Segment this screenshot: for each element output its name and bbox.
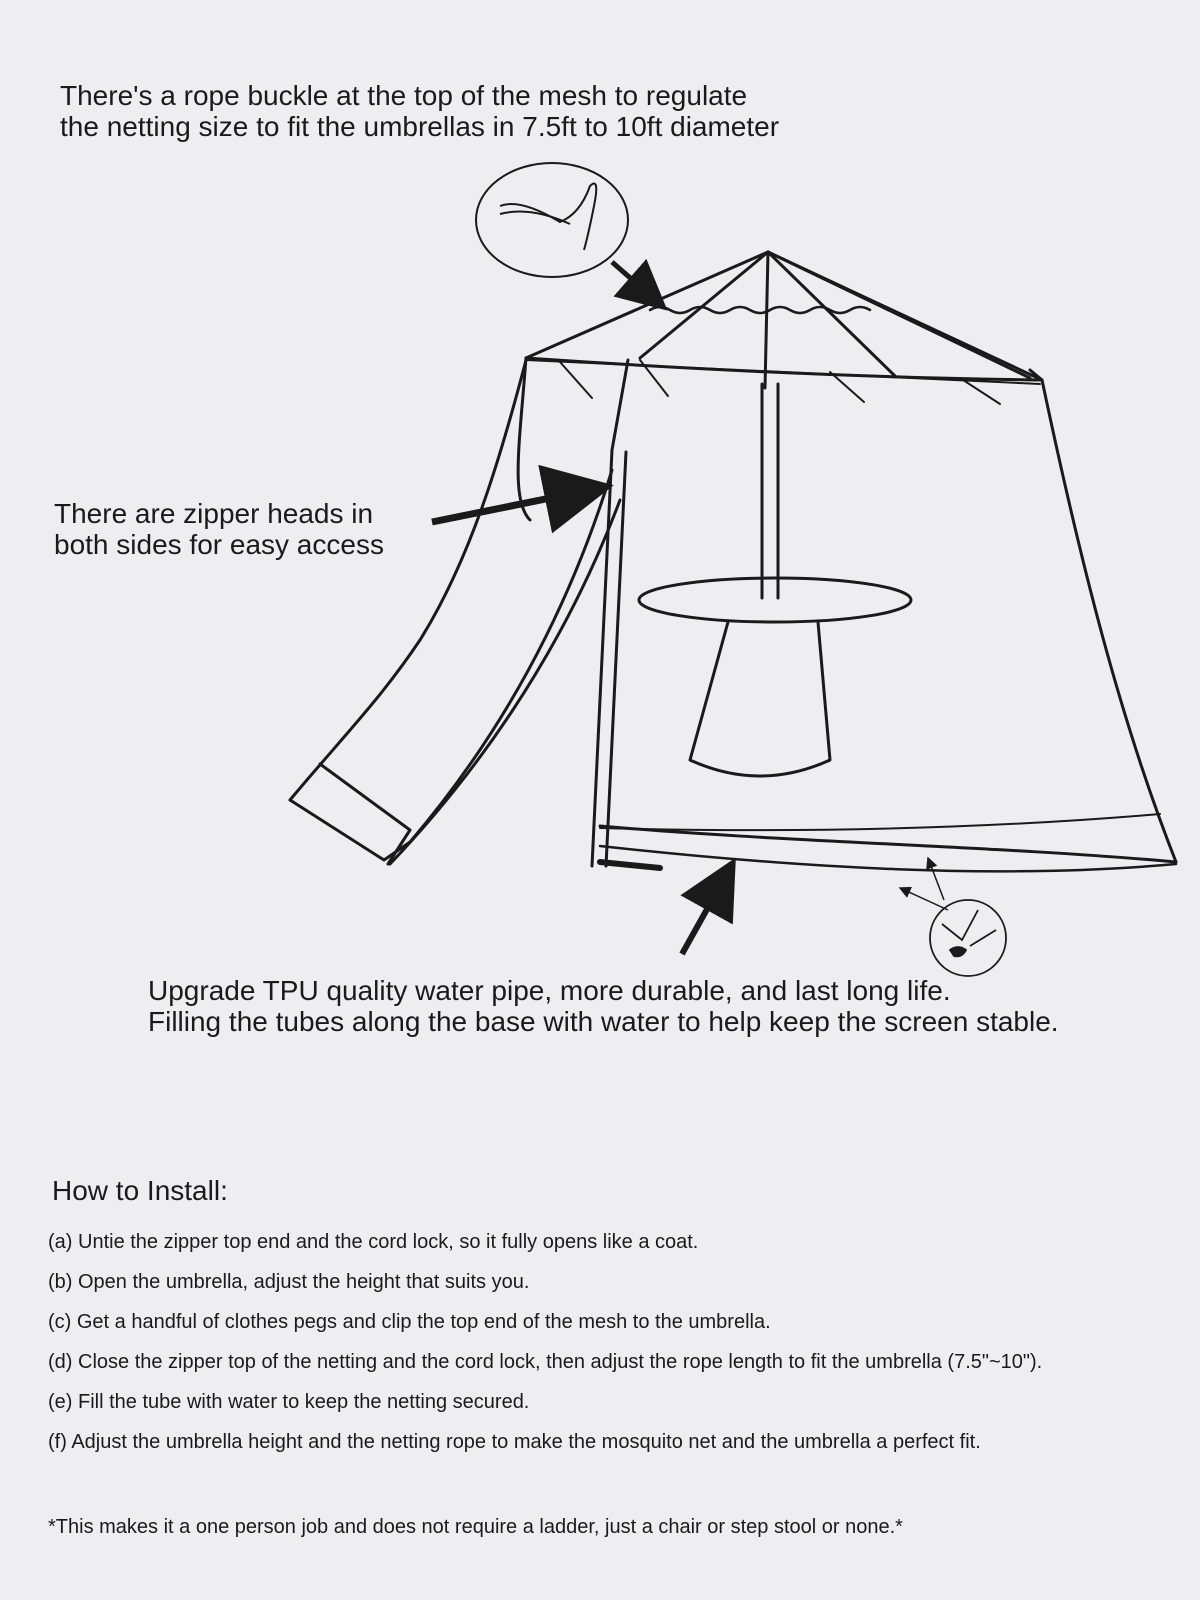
rope-buckle-callout: [60, 80, 779, 142]
install-heading: How to Install:: [52, 1175, 228, 1207]
install-step: (a) Untie the zipper top end and the cord lock, so it fully opens like a coat.: [48, 1231, 699, 1253]
install-step: (e) Fill the tube with water to keep the netting secured.: [48, 1391, 530, 1413]
install-step: (c) Get a handful of clothes pegs and clip the top end of the mesh to the umbrella.: [48, 1311, 771, 1333]
callout-line: Filling the tubes along the base with water to help keep the screen stable.: [148, 1006, 1059, 1037]
rope-buckle-detail-icon: [476, 163, 628, 277]
footnote: *This makes it a one person job and does not require a ladder, just a chair or step stool or none.*: [48, 1516, 903, 1538]
pointer-arrow-icon: [432, 488, 600, 522]
callout-line: the netting size to fit the umbrellas in 7.5ft to 10ft diameter: [60, 111, 780, 142]
umbrella-pole: [762, 384, 778, 598]
install-step: (b) Open the umbrella, adjust the height that suits you.: [48, 1271, 530, 1293]
callout-line: both sides for easy access: [54, 529, 384, 560]
zipper-callout: [54, 498, 384, 560]
callout-line: Upgrade TPU quality water pipe, more durable, and last long life.: [148, 975, 951, 1006]
callout-line: There's a rope buckle at the top of the mesh to regulate: [60, 80, 748, 111]
cord-lock-detail-icon: [930, 900, 1006, 976]
water-pipe-callout: [148, 975, 1059, 1037]
net-base-tube: [600, 826, 1176, 862]
net-right-edge: [1042, 380, 1176, 862]
pointer-arrow-icon: [682, 868, 730, 954]
zipper-line: [612, 360, 628, 450]
umbrella-canopy: [526, 252, 1042, 380]
table-top: [639, 578, 911, 622]
install-step: (d) Close the zipper top of the netting and the cord lock, then adjust the rope length to fit the umbrella (7.5"~10").: [48, 1351, 1043, 1373]
install-steps-list: [48, 1230, 1042, 1470]
install-step: (f) Adjust the umbrella height and the netting rope to make the mosquito net and the umbrella a perfect fit.: [48, 1431, 981, 1453]
callout-line: There are zipper heads in: [54, 498, 374, 529]
pointer-arrow-icon: [612, 262, 660, 304]
